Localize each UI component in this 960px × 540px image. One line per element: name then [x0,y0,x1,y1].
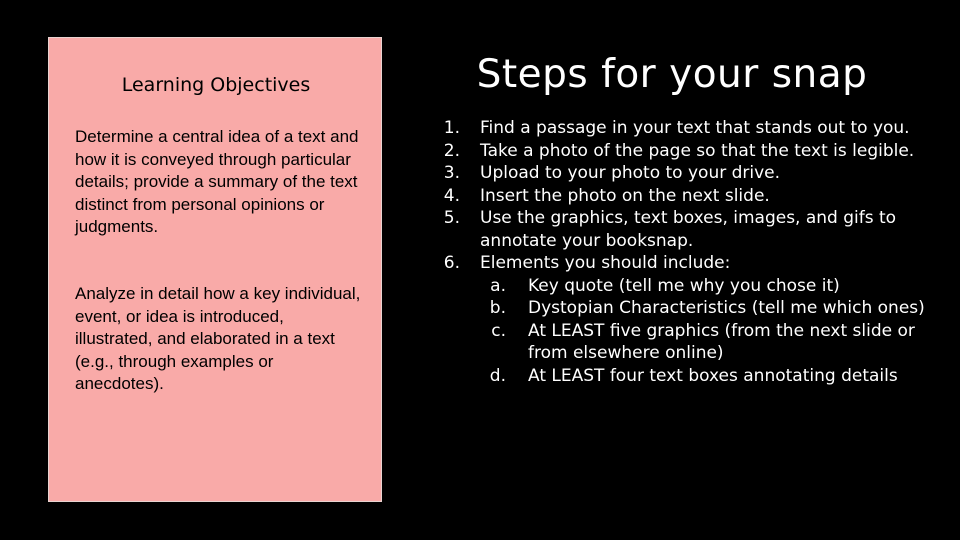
learning-objectives-title: Learning Objectives [121,74,311,96]
substep-text: At LEAST five graphics (from the next slide or from elsewhere online) [528,320,915,363]
step-text: Insert the photo on the next slide. [480,185,770,206]
substep-item [480,320,950,365]
learning-objective-1: Determine a central idea of a text and how it is conveyed through particular details; provide a summary of the text distinct from personal opinions or judgments. [75,127,359,236]
learning-objectives-card [48,37,382,502]
learning-objective-2: Analyze in detail how a key individual, event, or idea is introduced, illustrated, and elaborated in a text (e.g., through examples or anecdotes). [75,284,361,393]
step-text: Find a passage in your text that stands out to you. [480,118,910,138]
substep-letter: d. [489,365,506,386]
step-number: 5. [443,208,460,228]
substep-text: Dystopian Characteristics (tell me which ones) [528,298,925,318]
step-item [430,185,950,208]
step-text: Elements you should include: [480,253,731,273]
step-number: 1. [443,118,460,138]
step-number: 4. [443,185,460,206]
step-text: Use the graphics, text boxes, images, and gifs to annotate your booksnap. [480,208,897,251]
step-item [430,162,950,185]
step-item [430,207,950,252]
substep-letter: a. [490,275,506,296]
step-item [430,252,950,387]
step-item [430,117,950,140]
substep-item [480,297,950,320]
step-number: 2. [443,140,460,161]
substeps-list [480,275,950,388]
step-item [430,140,950,163]
step-number: 3. [443,163,460,183]
substep-item [480,365,950,388]
step-text: Take a photo of the page so that the text is legible. [480,140,915,161]
substep-text: Key quote (tell me why you chose it) [528,275,840,296]
substep-letter: c. [491,320,506,341]
substep-text: At LEAST four text boxes annotating details [528,365,898,386]
step-number: 6. [443,253,460,273]
steps-list [430,117,950,387]
substep-item [480,275,950,298]
substep-letter: b. [489,298,506,318]
slide-title: Steps for your snap [476,52,868,97]
step-text: Upload to your photo to your drive. [480,163,781,183]
